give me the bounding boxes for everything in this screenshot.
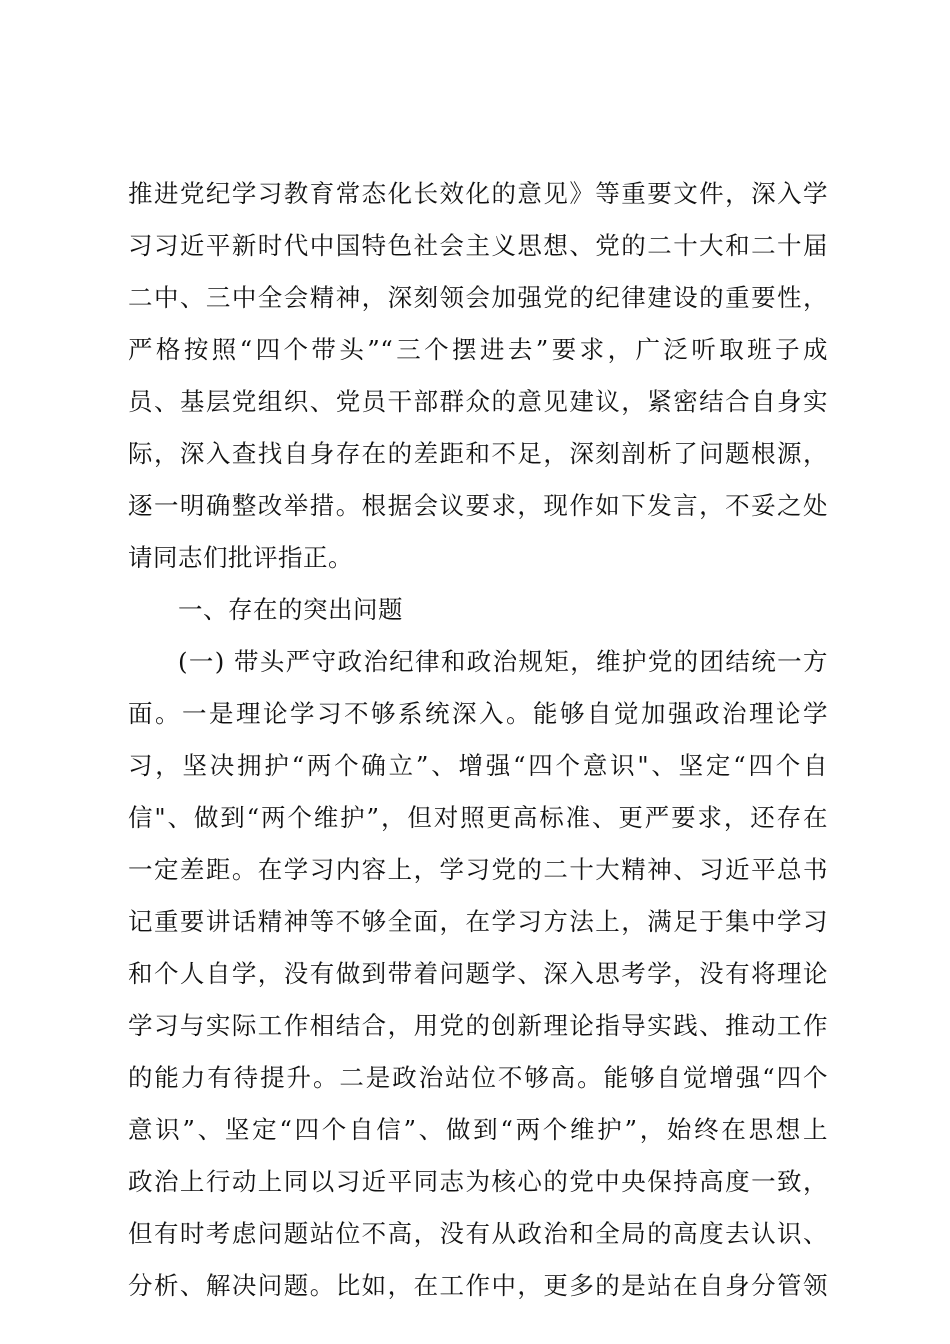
text-line: 习习近平新时代中国特色社会主义思想、党的二十大和二十届 [128, 231, 828, 260]
text-line: 的能力有待提升。二是政治站位不够高。能够自觉增强“四个 [128, 1063, 828, 1092]
section-heading: 一、存在的突出问题 [178, 595, 403, 624]
text-line: 记重要讲话精神等不够全面，在学习方法上，满足于集中学习 [128, 907, 828, 936]
text-line: 一定差距。在学习内容上，学习党的二十大精神、习近平总书 [128, 855, 828, 884]
text-line: (一) 带头严守政治纪律和政治规矩，维护党的团结统一方 [178, 647, 828, 676]
text-line: 面。一是理论学习不够系统深入。能够自觉加强政治理论学 [128, 699, 828, 728]
text-line: 二中、三中全会精神，深刻领会加强党的纪律建设的重要性， [128, 283, 828, 312]
paragraph-political-discipline [128, 636, 828, 1312]
text-line: 员、基层党组织、党员干部群众的意见建议，紧密结合自身实 [128, 387, 828, 416]
text-line: 政治上行动上同以习近平同志为核心的党中央保持高度一致， [128, 1167, 828, 1196]
text-line: 学习与实际工作相结合，用党的创新理论指导实践、推动工作 [128, 1011, 828, 1040]
document-body [128, 168, 828, 1312]
paragraph-intro [128, 168, 828, 584]
text-line: 际，深入查找自身存在的差距和不足，深刻剖析了问题根源， [128, 439, 828, 468]
text-line: 请同志们批评指正。 [128, 543, 353, 572]
text-line: 习，坚决拥护“两个确立”、增强“四个意识"、坚定“四个自 [128, 751, 828, 780]
text-line: 信"、做到“两个维护”，但对照更高标准、更严要求，还存在 [128, 803, 828, 832]
text-line: 逐一明确整改举措。根据会议要求，现作如下发言，不妥之处 [128, 491, 828, 520]
text-line: 但有时考虑问题站位不高，没有从政治和全局的高度去认识、 [128, 1219, 828, 1248]
text-line: 推进党纪学习教育常态化长效化的意见》等重要文件，深入学 [128, 179, 828, 208]
text-line: 意识”、坚定“四个自信”、做到“两个维护”，始终在思想上 [128, 1115, 828, 1144]
text-line: 分析、解决问题。比如，在工作中，更多的是站在自身分管领 [128, 1271, 828, 1300]
text-line: 和个人自学，没有做到带着问题学、深入思考学，没有将理论 [128, 959, 828, 988]
text-line: 严格按照“四个带头”“三个摆进去”要求，广泛听取班子成 [128, 335, 828, 364]
